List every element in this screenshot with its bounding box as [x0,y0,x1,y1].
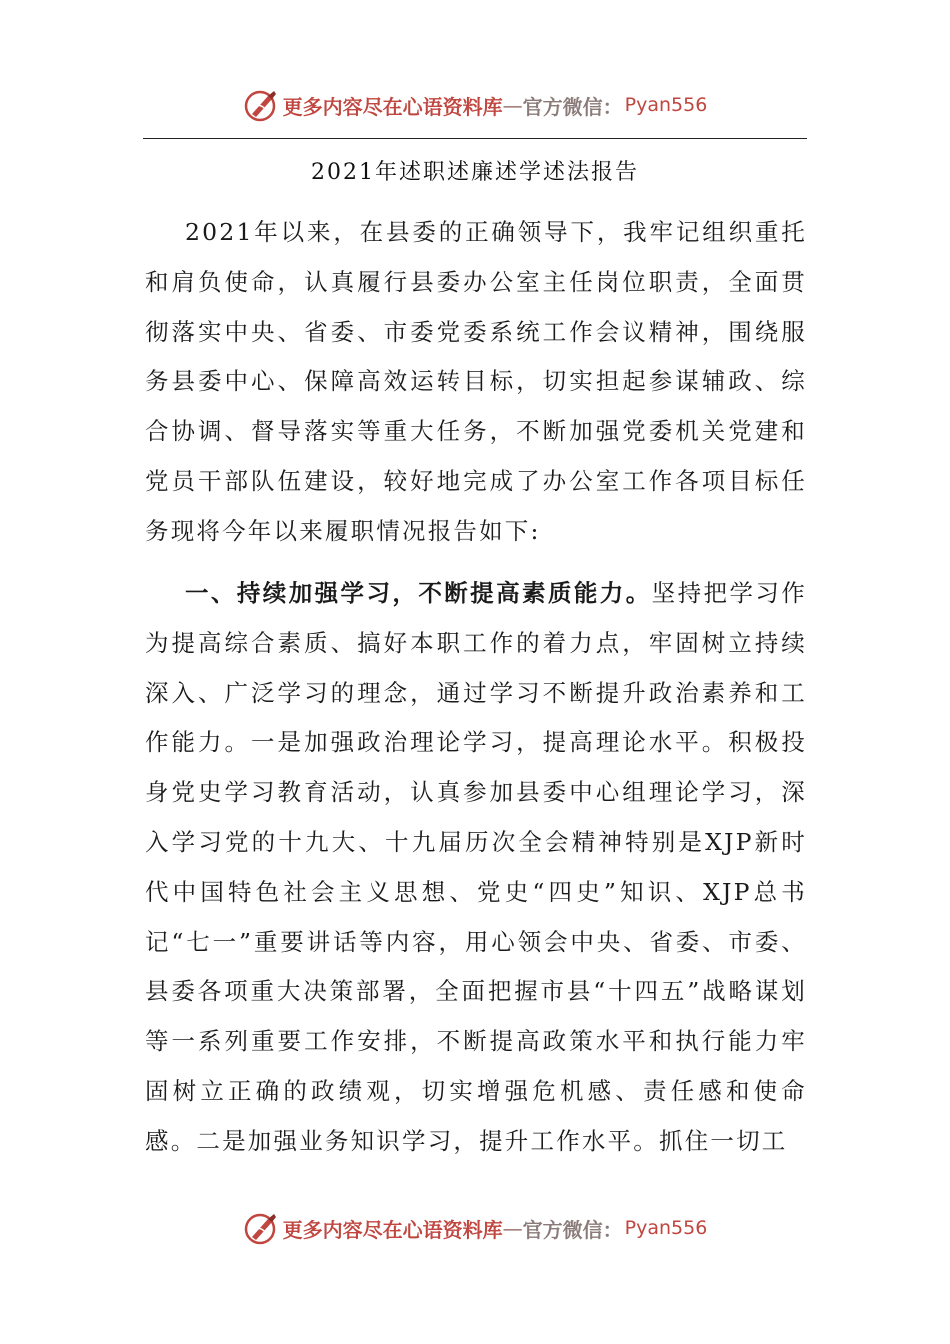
section-one-body: 坚持把学习作为提高综合素质、搞好本职工作的着力点，牢固树立持续深入、广泛学习的理念，通过学习不断提升政治素养和工作能力。一是加强政治理论学习，提高理论水平。积极投身党史学习教育活动，认真参加县委中心组理论学习，深入学习党的十九大、十九届历次全会精神特别是XJP新时代中国特色社会主义思想、党史“四史”知识、XJP总书记“七一”重要讲话等内容，用心领会中央、省委、市委、县委各项重大决策部署，全面把握市县“十四五”战略谋划等一系列重要工作安排，不断提高政策水平和执行能力牢固树立正确的政绩观，切实增强危机感、责任感和使命感。二是加强业务知识学习，提升工作水平。抓住一切工 [145,579,807,1155]
banner-official-label: 官方微信： [522,94,623,119]
banner-official-label: 官方微信： [522,1217,623,1242]
pen-logo-icon [243,87,279,123]
banner-separator: — [502,93,523,117]
document-title: 2021年述职述廉述学述法报告 [311,160,639,185]
pen-logo-icon [243,1210,279,1246]
footer-watermark-banner [0,1205,950,1251]
banner-slogan: 更多内容尽在心语资料库 [282,94,503,119]
banner-slogan: 更多内容尽在心语资料库 [282,1217,503,1242]
header-divider [143,138,807,139]
header-watermark-banner [0,82,950,128]
banner-separator: — [502,1216,523,1240]
banner-wechat-id: Pyan556 [624,94,708,116]
section-one-heading: 一、持续加强学习，不断提高素质能力。 [185,579,652,607]
section-one-paragraph [145,569,807,1167]
banner-wechat-id: Pyan556 [624,1217,708,1239]
intro-paragraph: 2021年以来，在县委的正确领导下，我牢记组织重托和肩负使命，认真履行县委办公室主任岗位职责，全面贯彻落实中央、省委、市委党委系统工作会议精神，围绕服务县委中心、保障高效运转目标，切实担起参谋辅政、综合协调、督导落实等重大任务，不断加强党委机关党建和党员干部队伍建设，较好地完成了办公室工作各项目标任务现将今年以来履职情况报告如下: [145,218,807,545]
